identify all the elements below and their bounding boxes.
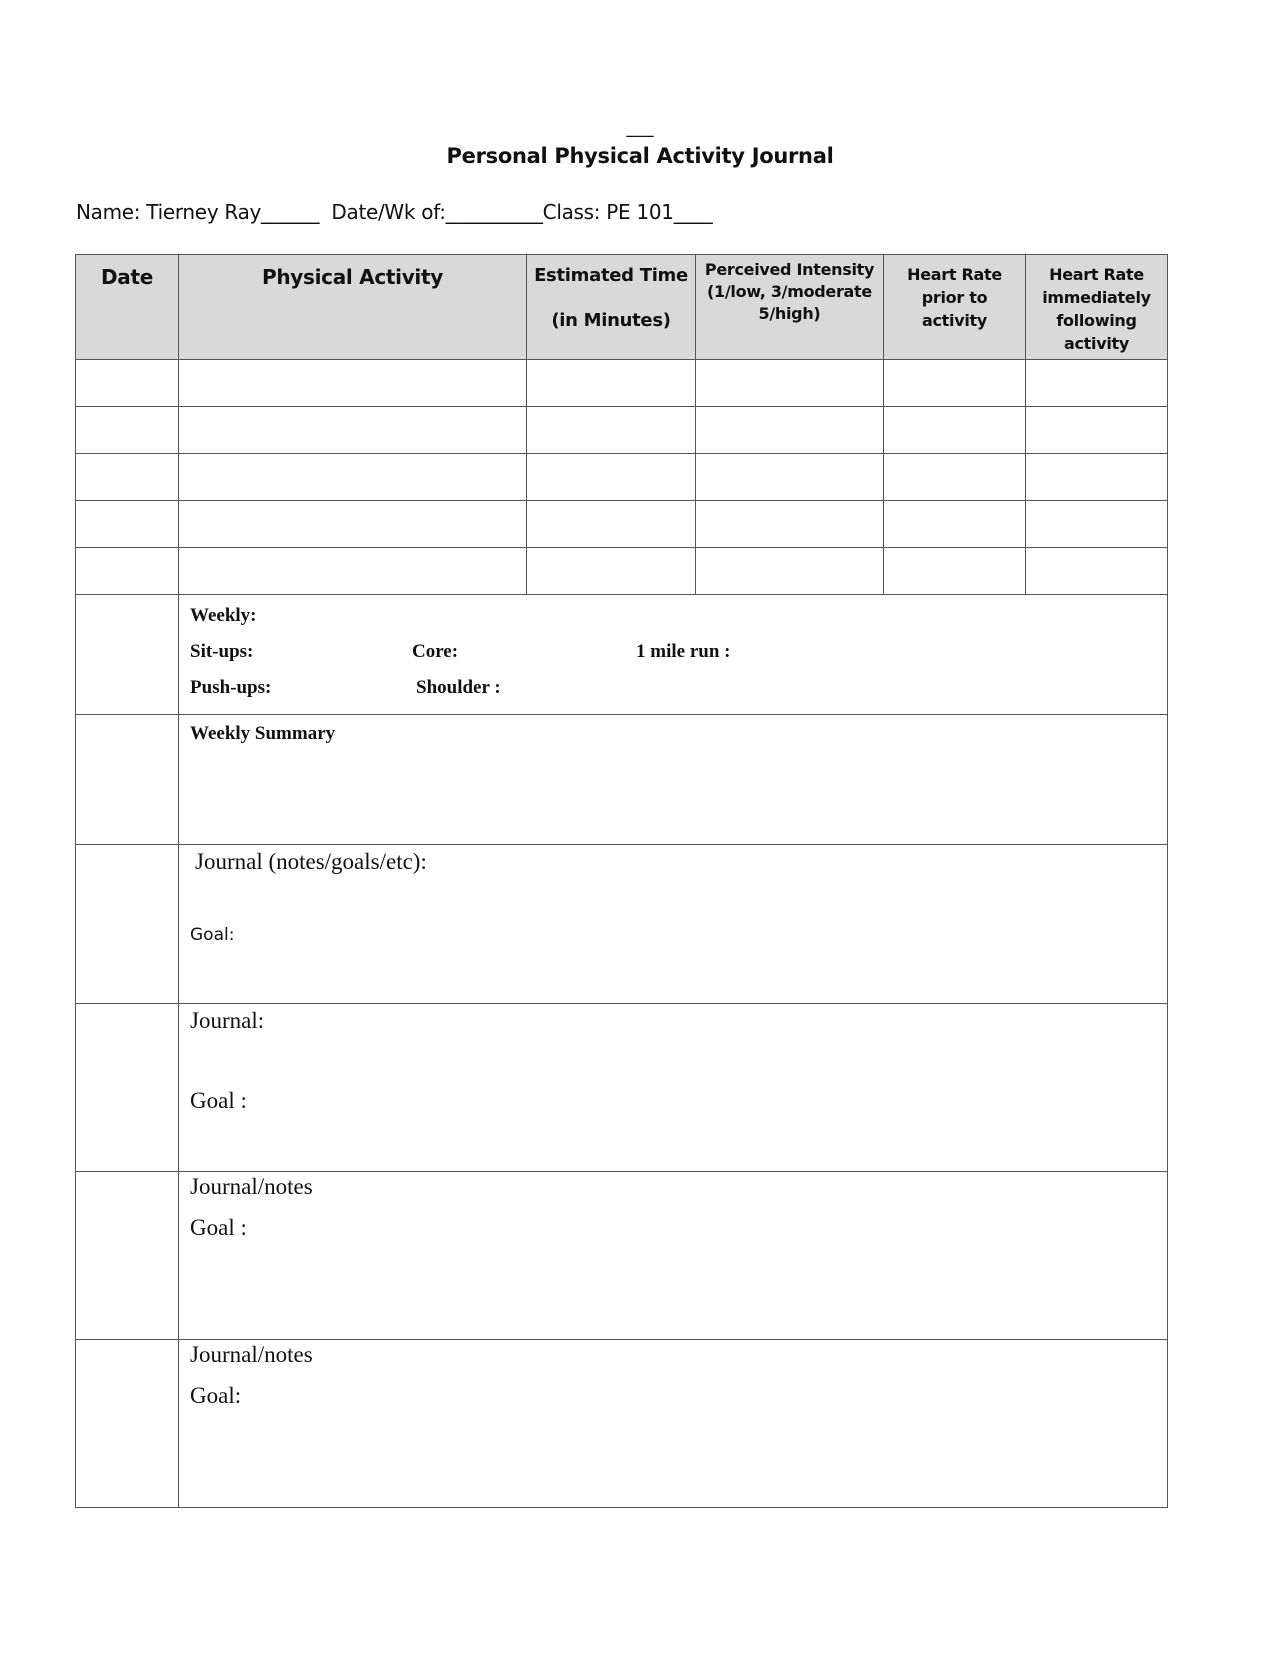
info-line (76, 200, 713, 224)
journal-3-date-cell[interactable] (76, 1172, 179, 1340)
journal-2-cell[interactable] (179, 1004, 1168, 1172)
summary-date-cell[interactable] (76, 715, 179, 845)
journal-row-1 (76, 845, 1168, 1004)
entry-intensity-cell[interactable] (696, 407, 884, 454)
entry-hr-prior-cell[interactable] (884, 501, 1026, 548)
journal-4-label: Journal/notes (190, 1342, 313, 1367)
entry-hr-prior-cell[interactable] (884, 360, 1026, 407)
entry-hr-prior-cell[interactable] (884, 548, 1026, 595)
journal-4-date-cell[interactable] (76, 1340, 179, 1508)
shoulder-label: Shoulder : (416, 677, 501, 698)
weekly-label: Weekly: (190, 605, 257, 626)
header-estimated-time-line1: Estimated Time (534, 265, 688, 286)
entry-time-cell[interactable] (527, 548, 696, 595)
header-estimated-time-line2: (in Minutes) (551, 310, 671, 331)
entry-activity-cell[interactable] (179, 454, 527, 501)
weekly-fitness-cell[interactable] (179, 595, 1168, 715)
journal-3-cell[interactable] (179, 1172, 1168, 1340)
entry-activity-cell[interactable] (179, 360, 527, 407)
entry-intensity-cell[interactable] (696, 360, 884, 407)
class-field[interactable]: Class: PE 101____ (542, 200, 713, 224)
summary-row (76, 715, 1168, 845)
table-row (76, 360, 1168, 407)
activity-journal-table (75, 254, 1168, 1508)
mile-run-label: 1 mile run : (636, 641, 731, 662)
entry-hr-following-cell[interactable] (1026, 548, 1168, 595)
journal-row-2 (76, 1004, 1168, 1172)
entry-intensity-cell[interactable] (696, 454, 884, 501)
entry-hr-following-cell[interactable] (1026, 501, 1168, 548)
entry-hr-following-cell[interactable] (1026, 360, 1168, 407)
entry-date-cell[interactable] (76, 454, 179, 501)
date-week-field[interactable]: Date/Wk of:__________ (331, 200, 543, 224)
entry-activity-cell[interactable] (179, 407, 527, 454)
table-row (76, 454, 1168, 501)
header-perceived-intensity: Perceived Intensity (1/low, 3/moderate 5/high) (696, 255, 884, 360)
page-title: Personal Physical Activity Journal (446, 144, 834, 168)
entry-hr-prior-cell[interactable] (884, 407, 1026, 454)
journal-1-cell[interactable] (179, 845, 1168, 1004)
journal-3-label: Journal/notes (190, 1174, 313, 1199)
journal-2-goal-label: Goal : (190, 1088, 247, 1113)
entry-hr-prior-cell[interactable] (884, 454, 1026, 501)
journal-4-goal-label: Goal: (190, 1383, 242, 1408)
situps-label: Sit-ups: (190, 641, 254, 662)
entry-activity-cell[interactable] (179, 548, 527, 595)
pushups-label: Push-ups: (190, 677, 272, 698)
weekly-summary-label: Weekly Summary (190, 723, 336, 744)
journal-1-goal-label: Goal: (190, 925, 235, 945)
entry-date-cell[interactable] (76, 360, 179, 407)
journal-1-label: Journal (notes/goals/etc): (195, 849, 427, 874)
journal-4-cell[interactable] (179, 1340, 1168, 1508)
table-header-row (76, 255, 1168, 360)
weekly-row (76, 595, 1168, 715)
entry-time-cell[interactable] (527, 360, 696, 407)
entry-hr-following-cell[interactable] (1026, 407, 1168, 454)
journal-2-date-cell[interactable] (76, 1004, 179, 1172)
entry-date-cell[interactable] (76, 548, 179, 595)
table-row (76, 501, 1168, 548)
top-underline-mark: ___ (626, 117, 654, 138)
table-row (76, 407, 1168, 454)
entry-hr-following-cell[interactable] (1026, 454, 1168, 501)
entry-activity-cell[interactable] (179, 501, 527, 548)
weekly-summary-cell[interactable] (179, 715, 1168, 845)
journal-3-goal-label: Goal : (190, 1215, 247, 1240)
entry-time-cell[interactable] (527, 454, 696, 501)
header-heart-rate-following: Heart Rate immediately following activity (1026, 255, 1168, 360)
journal-row-4 (76, 1340, 1168, 1508)
entry-date-cell[interactable] (76, 407, 179, 454)
table-row (76, 548, 1168, 595)
header-heart-rate-prior: Heart Rate prior to activity (884, 255, 1026, 360)
core-label: Core: (412, 641, 459, 662)
entry-intensity-cell[interactable] (696, 548, 884, 595)
journal-row-3 (76, 1172, 1168, 1340)
entry-time-cell[interactable] (527, 501, 696, 548)
journal-1-date-cell[interactable] (76, 845, 179, 1004)
header-date: Date (76, 255, 179, 360)
entry-intensity-cell[interactable] (696, 501, 884, 548)
header-physical-activity: Physical Activity (179, 255, 527, 360)
journal-2-label: Journal: (190, 1008, 265, 1033)
weekly-date-cell[interactable] (76, 595, 179, 715)
name-field[interactable]: Name: Tierney Ray______ (76, 200, 320, 224)
entry-date-cell[interactable] (76, 501, 179, 548)
entry-time-cell[interactable] (527, 407, 696, 454)
header-estimated-time (527, 255, 696, 360)
